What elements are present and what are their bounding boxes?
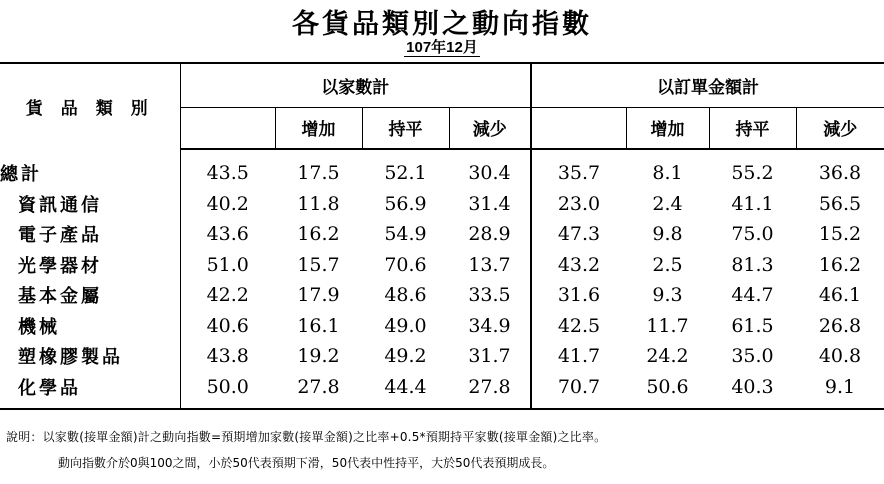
note-line-1: 說明：以家數(接單金額)計之動向指數=預期增加家數(接單金額)之比率+0.5*預期持平家數(接單金額)之比率。 — [6, 430, 607, 444]
value-cell: 49.0 — [384, 314, 427, 337]
value-cell: 49.2 — [384, 345, 427, 368]
table-row — [0, 149, 884, 189]
row-category-label: 總計 — [0, 149, 180, 189]
table-row — [0, 311, 884, 342]
value-cell: 40.2 — [206, 192, 249, 215]
value-cell: 8.1 — [652, 162, 683, 185]
value-cell: 47.3 — [557, 223, 601, 246]
value-cell: 50.0 — [180, 372, 275, 410]
value-cell: 50.6 — [626, 372, 709, 410]
page-subtitle — [0, 36, 884, 57]
value-cell: 26.8 — [818, 314, 862, 337]
value-cell: 16.2 — [297, 223, 340, 246]
note-line-2: 動向指數介於0與100之間，小於50代表預期下滑，50代表中性持平，大於50代表預期成長。 — [58, 456, 555, 470]
table-row — [0, 372, 884, 410]
value-cell: 17.5 — [297, 162, 340, 185]
value-cell: 13.7 — [449, 250, 531, 281]
row-category-label: 資訊通信 — [0, 189, 180, 220]
value-cell: 35.7 — [557, 162, 601, 185]
header-group-count: 以家數計 — [180, 63, 531, 107]
index-table — [0, 62, 884, 410]
header-category: 貨 品 類 別 — [0, 63, 180, 149]
value-cell: 43.5 — [206, 162, 249, 185]
value-cell: 43.2 — [557, 253, 601, 276]
value-cell: 70.6 — [384, 253, 427, 276]
value-cell: 42.2 — [206, 284, 249, 307]
value-cell: 70.7 — [531, 372, 626, 410]
value-cell: 40.6 — [206, 314, 249, 337]
row-category-label: 光學器材 — [0, 250, 180, 281]
value-cell: 15.7 — [297, 253, 340, 276]
header-row-groups — [0, 63, 884, 107]
value-cell: 9.1 — [796, 372, 884, 410]
header-blank-amount — [531, 107, 626, 149]
header-count-decrease: 減少 — [449, 107, 531, 149]
table-row — [0, 250, 884, 281]
value-cell: 54.9 — [384, 223, 427, 246]
value-cell: 27.8 — [275, 372, 362, 410]
value-cell: 44.7 — [731, 284, 774, 307]
value-cell: 11.8 — [297, 192, 340, 215]
value-cell: 44.4 — [362, 372, 449, 410]
value-cell: 43.6 — [206, 223, 249, 246]
row-category-label: 塑橡膠製品 — [0, 341, 180, 372]
value-cell: 11.7 — [646, 314, 689, 337]
table-row — [0, 280, 884, 311]
value-cell: 75.0 — [731, 223, 774, 246]
value-cell: 2.4 — [652, 192, 683, 215]
header-blank-count — [180, 107, 275, 149]
value-cell: 19.2 — [297, 345, 340, 368]
value-cell: 56.9 — [384, 192, 427, 215]
value-cell: 40.3 — [709, 372, 796, 410]
value-cell: 31.4 — [449, 189, 531, 220]
value-cell: 43.8 — [206, 345, 249, 368]
value-cell: 55.2 — [731, 162, 774, 185]
header-count-increase: 增加 — [275, 107, 362, 149]
page-title: 各貨品類別之動向指數 — [292, 9, 592, 40]
value-cell: 31.6 — [557, 284, 601, 307]
value-cell: 9.8 — [652, 223, 683, 246]
value-cell: 40.8 — [818, 345, 862, 368]
value-cell: 9.3 — [652, 284, 683, 307]
value-cell: 56.5 — [818, 192, 862, 215]
row-category-label: 化學品 — [0, 372, 180, 410]
value-cell: 81.3 — [731, 253, 774, 276]
value-cell: 28.9 — [449, 219, 531, 250]
value-cell: 52.1 — [384, 162, 427, 185]
row-category-label: 電子產品 — [0, 219, 180, 250]
value-cell: 16.2 — [818, 253, 862, 276]
value-cell: 35.0 — [731, 345, 774, 368]
value-cell: 48.6 — [384, 284, 427, 307]
value-cell: 2.5 — [652, 253, 683, 276]
value-cell: 41.7 — [557, 345, 601, 368]
header-amount-decrease: 減少 — [796, 107, 884, 149]
row-category-label: 基本金屬 — [0, 280, 180, 311]
value-cell: 42.5 — [557, 314, 601, 337]
value-cell: 31.7 — [449, 341, 531, 372]
header-group-amount: 以訂單金額計 — [531, 63, 884, 107]
value-cell: 17.9 — [297, 284, 340, 307]
value-cell: 24.2 — [646, 345, 689, 368]
value-cell: 33.5 — [449, 280, 531, 311]
value-cell: 15.2 — [818, 223, 862, 246]
header-count-flat: 持平 — [362, 107, 449, 149]
value-cell: 23.0 — [557, 192, 601, 215]
table-row — [0, 219, 884, 250]
table-body — [0, 149, 884, 409]
value-cell: 34.9 — [449, 311, 531, 342]
header-amount-increase: 增加 — [626, 107, 709, 149]
value-cell: 41.1 — [731, 192, 774, 215]
value-cell: 36.8 — [818, 162, 862, 185]
row-category-label: 機械 — [0, 311, 180, 342]
value-cell: 51.0 — [206, 253, 249, 276]
value-cell: 16.1 — [297, 314, 340, 337]
table-row — [0, 189, 884, 220]
value-cell: 46.1 — [818, 284, 862, 307]
value-cell: 61.5 — [731, 314, 774, 337]
table-row — [0, 341, 884, 372]
value-cell: 30.4 — [449, 149, 531, 189]
period-label: 107年12月 — [406, 39, 478, 56]
value-cell: 27.8 — [449, 372, 531, 410]
header-amount-flat: 持平 — [709, 107, 796, 149]
